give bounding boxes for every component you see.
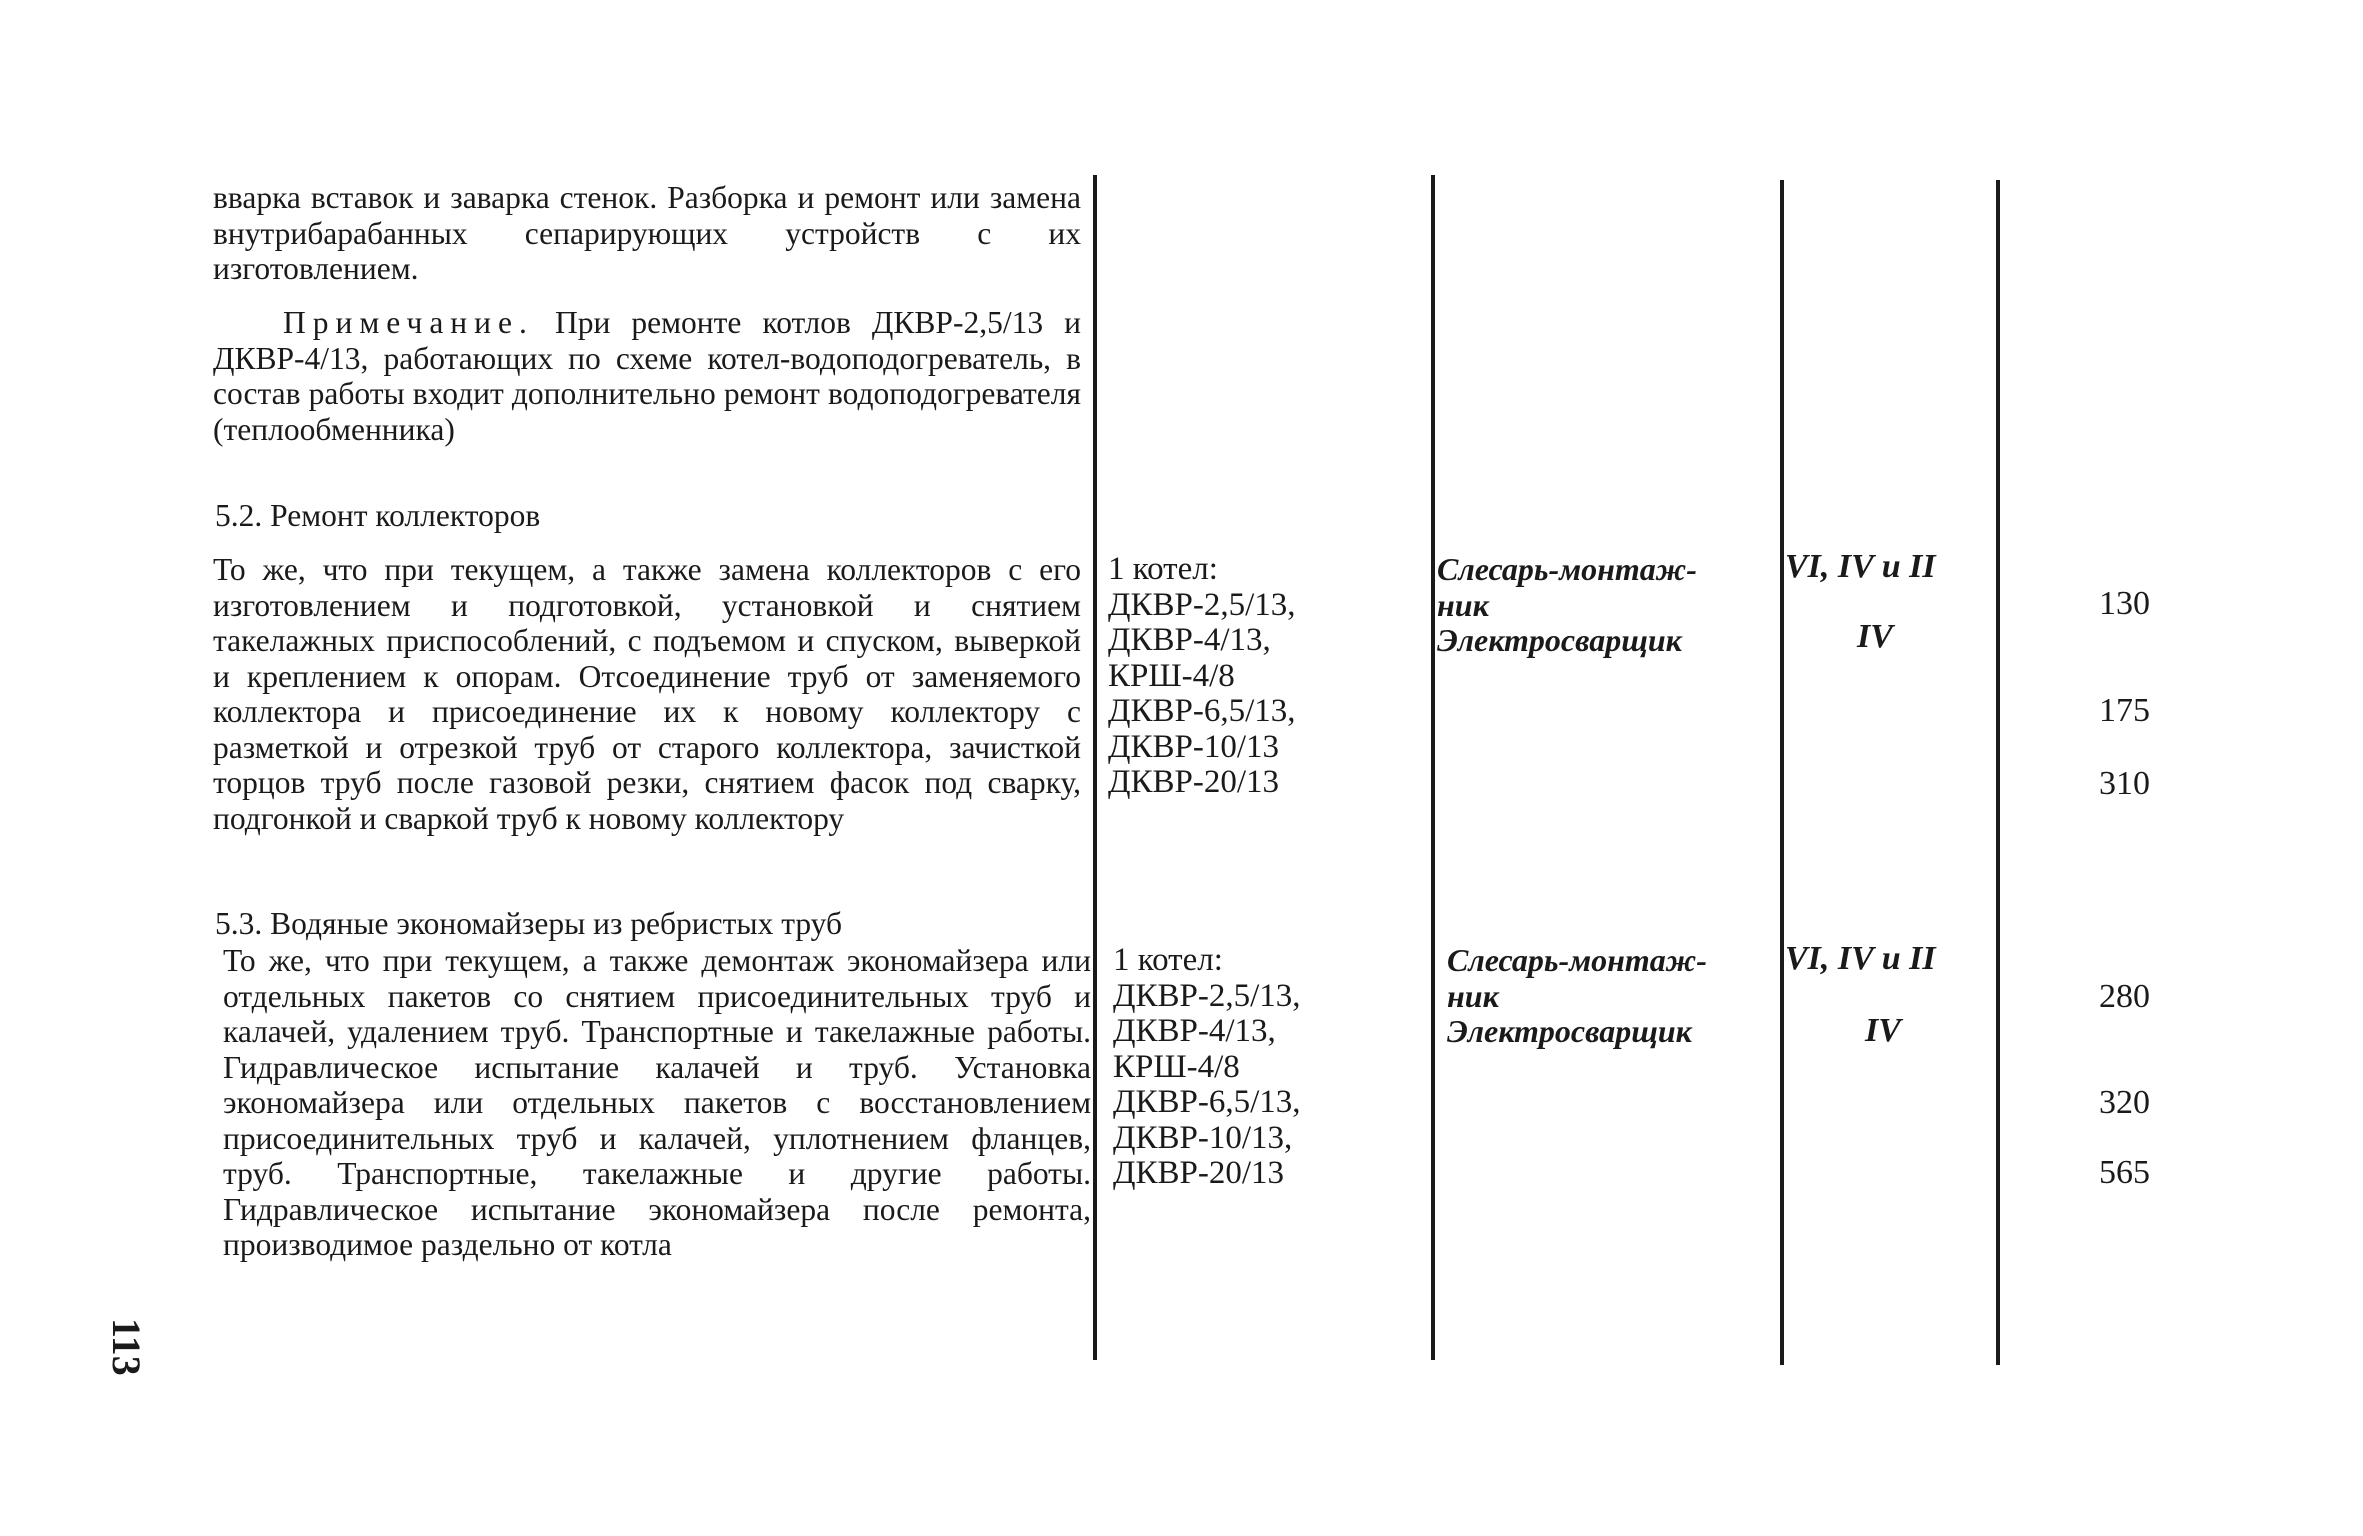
boiler-type: ДКВР-2,5/13, xyxy=(1113,977,1301,1014)
boiler-type: ДКВР-4/13, xyxy=(1113,1013,1276,1049)
page-number: 113 xyxy=(104,1318,149,1376)
section2-grade-2: IV xyxy=(1857,618,1893,655)
boiler-type: ДКВР-10/13 xyxy=(1108,728,1280,765)
boiler-type: ДКВР-20/13 xyxy=(1108,764,1280,800)
worker-role: Слесарь-монтаж- xyxy=(1447,942,1707,978)
section3-heading: 5.3. Водяные экономайзеры из ребристых труб xyxy=(215,906,843,941)
boiler-type: ДКВР-6,5/13, xyxy=(1113,1084,1301,1120)
column-divider-4 xyxy=(1996,180,2000,1365)
section2-heading: 5.2. Ремонт коллекторов xyxy=(215,498,541,533)
section2-text-block xyxy=(213,552,1081,836)
section2-unit: 1 котел: xyxy=(1108,551,1218,587)
boiler-type: ДКВР-20/13 xyxy=(1113,1155,1285,1191)
section2-text: То же, что при текущем, а также замена коллекторов с его изготовлением и подготовкой, установкой и снятием такелажных приспособлений, с подъемом и спуском, выверкой и креплением к опорам. Отсоединение труб от заменяемого коллектора и присоединение их к новому коллектору с разметкой и отрезкой труб от старого коллектора, зачисткой торцов труб после газовой резки, снятием фасок под сварку, подгонкой и сваркой труб к новому коллектору xyxy=(213,552,1081,836)
column-divider-2 xyxy=(1431,175,1435,1360)
section3-workers xyxy=(1447,943,1707,1050)
section1-text-block xyxy=(213,180,1081,287)
boiler-type: ДКВР-2,5/13, xyxy=(1108,586,1296,623)
section2-value-1: 130 xyxy=(2099,585,2150,622)
section3-boiler-list xyxy=(1113,943,1301,1192)
worker-role: Электросварщик xyxy=(1447,1013,1692,1049)
worker-role: Слесарь-монтаж- xyxy=(1437,551,1697,587)
section1-text: вварка вставок и заварка стенок. Разборка и ремонт или замена внутрибарабанных сепарирующих устройств с их изготовлением. xyxy=(213,180,1081,286)
boiler-type: ДКВР-4/13, xyxy=(1108,622,1271,658)
section3-text: То же, что при текущем, а также демонтаж экономайзера или отдельных пакетов со снятием присоединительных труб и калачей, удалением труб. Транспортные и такелажные работы. Гидравлическое испытание калачей и труб. Установка экономайзера или отдельных пакетов с восстановлением присоединительных труб и калачей, уплотнением фланцев, труб. Транспортные, такелажные и другие работы. Гидравлическое испытание экономайзера после ремонта, производимое раздельно от котла xyxy=(223,943,1091,1262)
section2-grade-1: VI, IV и II xyxy=(1785,548,1936,585)
section2-value-2: 175 xyxy=(2099,692,2150,729)
note-text: При ремонте котлов ДКВР-2,5/13 и ДКВР-4/13, работающих по схеме котел-водоподогреватель, в состав работы входит дополнительно ремонт водоподогревателя (теплообменника) xyxy=(213,305,1081,447)
column-divider-1 xyxy=(1093,175,1097,1360)
boiler-type: КРШ-4/8 xyxy=(1108,657,1235,694)
worker-role: ник xyxy=(1437,586,1489,623)
section3-grade-1: VI, IV и II xyxy=(1785,940,1936,977)
section3-unit: 1 котел: xyxy=(1113,942,1223,978)
column-divider-3 xyxy=(1780,180,1784,1365)
section2-workers xyxy=(1437,552,1697,659)
note-label: Примечание. xyxy=(283,305,534,340)
boiler-type: КРШ-4/8 xyxy=(1113,1048,1240,1085)
note-block xyxy=(213,305,1081,447)
worker-role: Электросварщик xyxy=(1437,622,1682,658)
section3-value-3: 565 xyxy=(2099,1154,2150,1191)
section3-value-2: 320 xyxy=(2099,1084,2150,1121)
boiler-type: ДКВР-10/13, xyxy=(1113,1119,1293,1156)
section3-grade-2: IV xyxy=(1865,1012,1901,1049)
section2-value-3: 310 xyxy=(2099,765,2150,802)
worker-role: ник xyxy=(1447,977,1499,1014)
note-paragraph xyxy=(213,305,1081,447)
section3-value-1: 280 xyxy=(2099,978,2150,1015)
section3-text-block xyxy=(223,943,1091,1263)
section2-boiler-list xyxy=(1108,552,1296,801)
boiler-type: ДКВР-6,5/13, xyxy=(1108,693,1296,729)
